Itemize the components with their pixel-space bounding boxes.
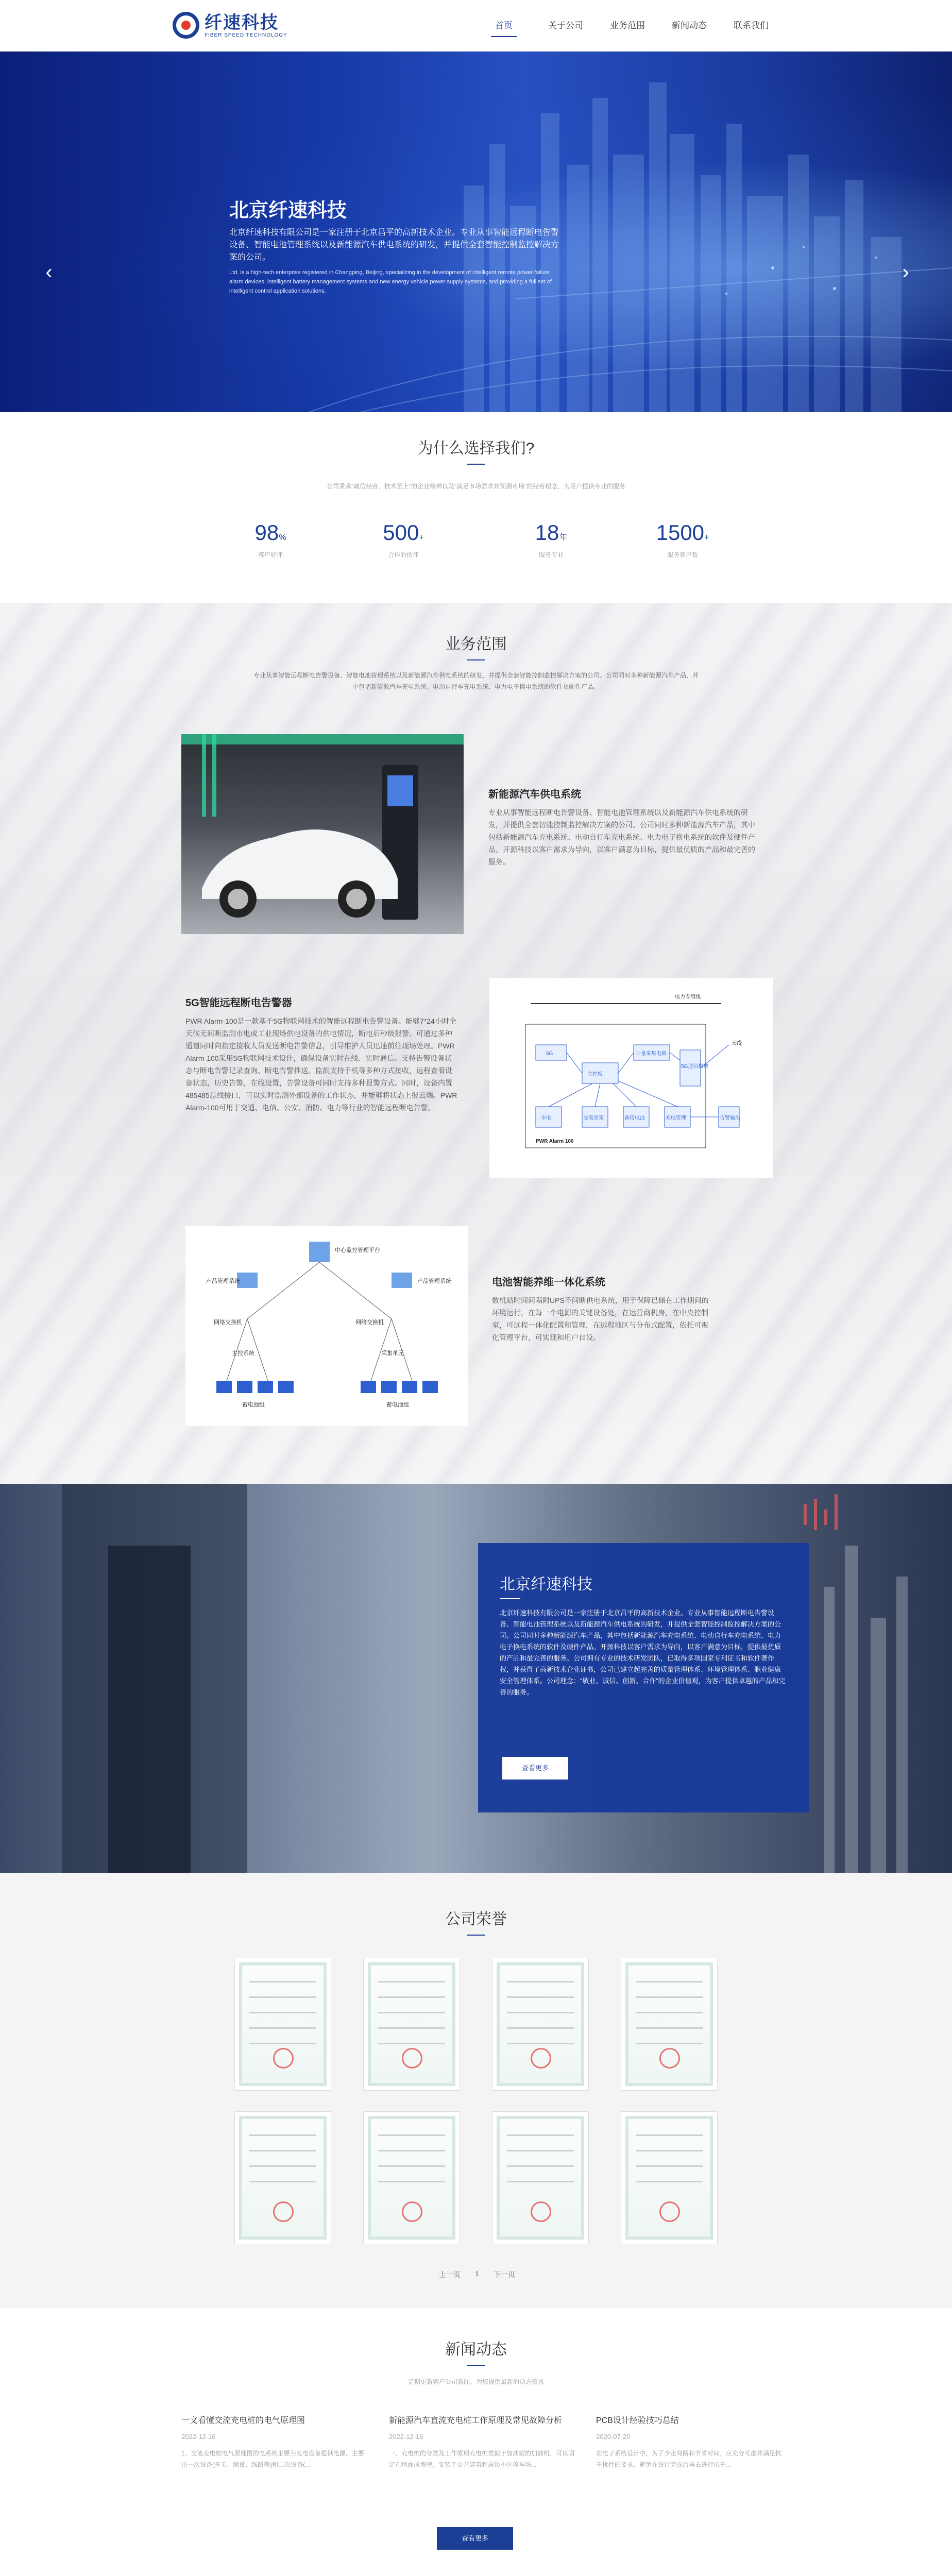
business-item-title: 电池智能养维一体化系统	[492, 1277, 605, 1288]
business-people-image	[0, 1484, 952, 1873]
honor-title: 公司荣誉	[445, 1911, 507, 1928]
site-logo[interactable]	[173, 8, 287, 42]
certificate-frame	[368, 2116, 455, 2240]
stat-partners	[362, 520, 445, 559]
seal-icon	[402, 2048, 422, 2069]
seal-icon	[659, 2048, 680, 2069]
diagram-label: 5G通信模块	[681, 1064, 709, 1070]
diagram-label: 充电管理	[666, 1115, 686, 1121]
stat-unit: 年	[559, 533, 568, 542]
news-item-title[interactable]: 新能源汽车直流充电桩工作原理及常见故障分析	[389, 2416, 563, 2425]
diagram-label: 网络交换机	[355, 1319, 384, 1326]
seal-icon	[531, 2048, 551, 2069]
certificate-frame	[497, 1962, 584, 2086]
banner-text-en: Ltd. is a high-tech enterprise registered in Changping, Beijing, specializing in the development of intelligent remote power failure alarm devices, intelligent battery management systems and new energy vehicle power supply systems, and providing a full set of intelligent control application solutions.	[229, 269, 552, 294]
logo-subtitle: FIBER SPEED TECHNOLOGY	[205, 32, 287, 38]
diagram-label: 计量采集电路	[636, 1051, 667, 1057]
news-item-date: 2022-12-16	[389, 2433, 423, 2441]
nav-business[interactable]: 业务范围	[610, 21, 645, 30]
certificate-frame	[625, 1962, 713, 2086]
certificate-frame	[239, 2116, 327, 2240]
certificate-image[interactable]	[234, 2111, 331, 2244]
stat-satisfaction	[229, 520, 312, 559]
pagination-page[interactable]: 1	[475, 2269, 479, 2278]
certificate-frame	[239, 1962, 327, 2086]
certificate-image[interactable]	[492, 1958, 589, 2091]
news-desc: 定期更新客户公司新闻、为您提供最新的动态资讯	[407, 2378, 544, 2385]
business-item-text: PWR Alarm-100是一款基于5G物联网技术的智能远程断电告警设备。能够7*24小时全天候无间断监测市电或工业现场供电设备的供电情况，断电后秒级报警。可通过多种通道同时向指定接收人员发送断电告警信息，引导维护人员迅速前往现场处理。PWR Alarm-100采用5G物联网技术设计，确保设备实时在线、实时通信。支持告警设备状态与断电告警记录查询、断电告警推送。监测支持手机等多种方式接收，远程查看设备状态，历史告警，在线设置，告警设备可同时支持多种报警方式。同时，设备内置485485总线接口，可以实时监测外部设备的工作状态，并能够将状态上报云端。PWR Alarm-100可用于交通、电信、公安、消防、电力等行业的智能远程断电告警。	[185, 1017, 457, 1112]
hero-banner	[0, 52, 952, 412]
seal-icon	[659, 2201, 680, 2222]
logo-icon	[173, 12, 199, 39]
ev-charging-image	[181, 734, 464, 934]
business-title: 业务范围	[445, 636, 507, 653]
alarm-block-diagram	[489, 978, 773, 1178]
computer-icon	[237, 1273, 258, 1288]
about-title: 北京纤速科技	[500, 1576, 592, 1593]
title-divider	[500, 1598, 520, 1599]
certificate-image[interactable]	[363, 2111, 460, 2244]
diagram-label: 产品管理系统	[417, 1278, 451, 1284]
news-item-summary: 一、充电桩的分类及工作原理充电桩类似于加油站的加油机，可以固定在地面或墙壁，安装于公共建筑和居民小区停车场...	[389, 2450, 575, 2468]
stat-label: 服务专业	[538, 551, 564, 558]
pagination-prev[interactable]: 上一页	[439, 2270, 461, 2279]
diagram-label: 天线	[732, 1041, 742, 1046]
diagram-drawing	[489, 978, 773, 1178]
seal-icon	[273, 2048, 294, 2069]
server-icon	[309, 1242, 330, 1262]
business-item-title: 5G智能远程断电告警器	[185, 997, 292, 1009]
stat-label: 服务客户数	[667, 551, 698, 558]
certificate-image[interactable]	[621, 2111, 718, 2244]
stat-number: 98	[254, 520, 279, 545]
diagram-label: 告警输出	[720, 1115, 740, 1121]
pagination-next[interactable]: 下一页	[494, 2270, 515, 2279]
news-more-button[interactable]: 查看更多	[437, 2527, 513, 2550]
business-item-text: 专业从事智能远程断电告警设备、智能电池管理系统以及新能源汽车供电系统的研发，并提供全套智能控制监控解决方案的公司。公司同时多种新能源汽车产品，其中包括新能源汽车充电系统、电动自行车充电系统、电力电子换电系统的软件及硬件产品。开源科技以客户需求为导向，以客户满意为目标，提供最优质的产品和最完善的服务。	[488, 808, 755, 866]
news-item-date: 2020-07-20	[596, 2433, 631, 2441]
diagram-label: 蓄电池组	[386, 1402, 409, 1408]
news-item[interactable]	[389, 2414, 574, 2470]
title-divider	[467, 659, 485, 660]
diagram-label: 采集单元	[381, 1350, 404, 1357]
why-desc: 公司秉承“诚信经营、技术至上”的企业精神以及“满足市场需求并预测市场”的经营理念，为用户提供专业的服务	[327, 483, 625, 490]
about-text: 北京纤速科技有限公司是一家注册于北京昌平的高新技术企业。专业从事智能远程断电告警设备、智能电池管理系统以及新能源汽车供电系统的研发，并提供全套智能控制监控解决方案的公司。公司同时多种新能源汽车产品，其中包括新能源汽车充电系统、电动自行车充电系统、电力电子换电系统的软件及硬件产品。开源科技以客户需求为导向，以客户满意为目标，提供最优质的产品和最完善的服务。公司拥有专业的技术研发团队，已取得多项国家专利证书和软件著作权，并获得了高新技术企业证书，公司已建立起完善的质量管理体系、环境管理体系、职业健康安全管理体系。公司理念：“敬业、诚信、创新、合作”的企业价值观，为客户提供卓越的产品和完善的服务。	[500, 1609, 786, 1696]
title-divider	[467, 1935, 485, 1936]
certificate-frame	[625, 2116, 713, 2240]
diagram-label: 交流采集	[583, 1115, 604, 1121]
site-header	[0, 0, 952, 52]
nav-home[interactable]: 首页	[473, 0, 535, 52]
battery-system-diagram	[185, 1226, 468, 1426]
chevron-left-icon[interactable]: ‹	[45, 261, 53, 283]
honor-section	[0, 1873, 952, 2308]
stat-years	[510, 520, 592, 559]
diagram-label: 产品管理系统	[206, 1278, 240, 1284]
diagram-label: 中心监控管理平台	[335, 1247, 380, 1253]
business-desc: 专业从事智能远程断电告警设备、智能电池管理系统以及新能源汽车供电系统的研发，并提供全套智能控制监控解决方案的公司。公司同时多种新能源汽车产品，并中包括新能源汽车充电系统、电动自行车充电系统、电力电子换电系统的软件及硬件产品。	[253, 672, 699, 690]
news-item-title[interactable]: PCB设计经验技巧总结	[596, 2416, 679, 2425]
main-nav	[473, 0, 782, 52]
news-item-date: 2022-12-16	[181, 2433, 216, 2441]
news-item-title[interactable]: 一文看懂交流充电桩的电气原理图	[181, 2416, 305, 2425]
chevron-right-icon[interactable]: ›	[902, 261, 909, 283]
stat-unit: +	[704, 533, 709, 542]
diagram-label: 市电	[541, 1115, 551, 1121]
diagram-label: 主控系统	[232, 1350, 254, 1357]
news-title: 新闻动态	[445, 2341, 507, 2358]
certificate-frame	[368, 1962, 455, 2086]
diagram-label: 网络交换机	[214, 1319, 242, 1326]
about-section	[0, 1484, 952, 1873]
news-item-summary: 1、交流充电桩电气原理图的电系统主要为充电设备提供电源，主要由一次设备(开关、测量、线路等)和二次设备(...	[181, 2450, 364, 2468]
stat-number: 18	[535, 520, 559, 545]
seal-icon	[402, 2201, 422, 2222]
stat-label: 合作的伙伴	[387, 551, 419, 558]
business-item-title: 新能源汽车供电系统	[488, 789, 581, 800]
certificate-image[interactable]	[234, 1958, 331, 2091]
stat-customers	[641, 520, 724, 559]
title-divider	[467, 2365, 485, 2366]
ev-car-icon	[181, 734, 464, 934]
banner-title: 北京纤速科技	[229, 200, 347, 222]
logo-text	[205, 13, 287, 38]
stat-label: 客户好评	[258, 551, 283, 558]
seal-icon	[273, 2201, 294, 2222]
stat-number: 1500	[656, 520, 705, 545]
nav-about[interactable]: 关于公司	[548, 21, 583, 30]
certificate-image[interactable]	[363, 1958, 460, 2091]
diagram-drawing	[185, 1226, 468, 1426]
news-item[interactable]	[181, 2414, 367, 2470]
nav-news[interactable]: 新闻动态	[672, 21, 707, 30]
about-more-button[interactable]: 查看更多	[502, 1757, 568, 1780]
news-item-summary: 在电子系统设计中，为了少走弯路和节省时间，应充分考虑并满足抗干扰性的要求，避免在设计完成后再去进行抗干...	[596, 2450, 782, 2468]
diagram-label: 备用电池	[624, 1115, 645, 1121]
title-divider	[467, 464, 485, 465]
computer-icon	[392, 1273, 412, 1288]
stat-number: 500	[383, 520, 419, 545]
seal-icon	[531, 2201, 551, 2222]
certificate-frame	[497, 2116, 584, 2240]
diagram-label: 5G	[546, 1051, 553, 1057]
why-title: 为什么选择我们?	[417, 440, 535, 457]
news-item[interactable]	[596, 2414, 781, 2470]
diagram-label: 主控板	[587, 1072, 603, 1077]
certificate-image[interactable]	[492, 2111, 589, 2244]
stat-unit: +	[419, 533, 424, 542]
diagram-label: PWR Alarm 100	[536, 1139, 574, 1144]
banner-text-cn: 北京纤速科技有限公司是一家注册于北京昌平的高新技术企业。专业从事智能远程断电告警设备、智能电池管理系统以及新能源汽车供电系统的研发，并提供全套智能控制监控解决方案的公司。	[229, 228, 559, 262]
diagram-label: 蓄电池组	[242, 1402, 265, 1408]
logo-name: 纤速科技	[205, 12, 279, 32]
nav-contact[interactable]: 联系我们	[734, 21, 769, 30]
business-section	[0, 603, 952, 1484]
stat-unit: %	[279, 533, 286, 542]
certificate-image[interactable]	[621, 1958, 718, 2091]
business-item-text: 数机站时间间隔附UPS不间断供电系统，用于保障已储在工作期间的环境运行，在每一个电源的关键设备处，在运营商机房，在中央控制室，可远程一体化配置和管理，在远程地区与分布式配置，依托可视化管理平台，可实现和用户自设。	[492, 1296, 709, 1342]
diagram-label: 电力专用线	[675, 994, 701, 1000]
